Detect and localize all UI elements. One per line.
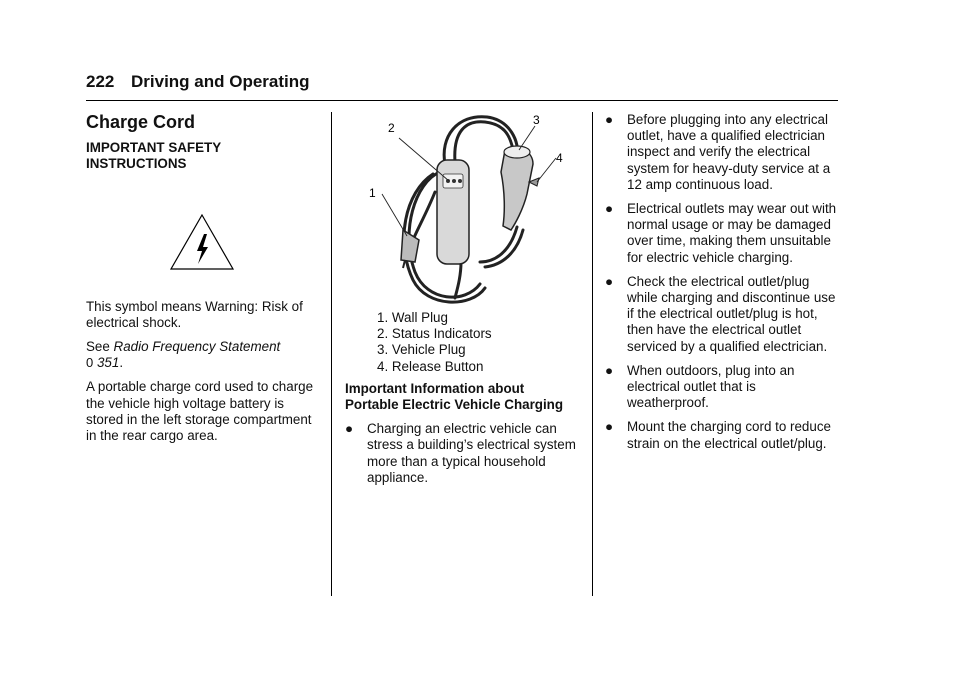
radio-frequency-link[interactable]: Radio Frequency Statement bbox=[113, 339, 281, 355]
bullet-icon: ● bbox=[605, 362, 614, 378]
bullet-icon: ● bbox=[605, 273, 614, 289]
column-divider-left bbox=[331, 112, 332, 596]
callout-1: 1 bbox=[369, 186, 376, 200]
bullet-item: ● Mount the charging cord to reduce strain on the electrical outlet/plug. bbox=[605, 419, 831, 451]
figure-legend bbox=[345, 310, 581, 375]
column-two bbox=[345, 112, 581, 494]
charge-cord-illustration bbox=[345, 112, 581, 308]
info-heading: Important Information about Portable Electric Vehicle Charging bbox=[345, 380, 564, 413]
column-one bbox=[86, 112, 318, 452]
bullet-item: ● Electrical outlets may wear out with normal usage or may be damaged over time, making them unsuitable for electric vehicle charging. bbox=[605, 201, 837, 265]
bullet-icon: ● bbox=[605, 419, 614, 435]
page-number: 222 bbox=[86, 72, 115, 91]
column-divider-right bbox=[592, 112, 593, 596]
callout-4: 4 bbox=[556, 151, 563, 165]
electrical-warning-icon bbox=[86, 214, 318, 284]
chapter-title: Driving and Operating bbox=[131, 72, 310, 91]
safety-subheading: IMPORTANT SAFETY INSTRUCTIONS bbox=[86, 140, 222, 172]
legend-item: 3. Vehicle Plug bbox=[377, 342, 466, 358]
callout-3: 3 bbox=[533, 113, 540, 127]
page-ref-symbol: 0 bbox=[86, 355, 94, 371]
bullet-item: ● Charging an electric vehicle can stress a building’s electrical system more than a typical household appliance. bbox=[345, 421, 576, 485]
see-reference: See Radio Frequency Statement 0 351. bbox=[86, 339, 281, 371]
callout-2: 2 bbox=[388, 121, 395, 135]
legend-item: 1. Wall Plug bbox=[377, 310, 448, 325]
page-header bbox=[86, 72, 838, 101]
section-title: Charge Cord bbox=[86, 112, 196, 132]
page-ref-number[interactable]: 351 bbox=[96, 355, 120, 371]
bullet-icon: ● bbox=[345, 421, 354, 437]
column-three bbox=[605, 112, 841, 460]
storage-text: A portable charge cord used to charge the vehicle high voltage battery is stored in the left storage compartment in the rear cargo area. bbox=[86, 379, 314, 444]
charge-cord-figure bbox=[345, 112, 581, 308]
bullet-item: ● When outdoors, plug into an electrical outlet that is weatherproof. bbox=[605, 362, 795, 411]
legend-item: 4. Release Button bbox=[377, 358, 484, 374]
bullet-icon: ● bbox=[605, 112, 614, 127]
bullet-item: ● Before plugging into any electrical outlet, have a qualified electrician inspect and verify the electrical system for heavy-duty service at a 12 amp continuous load. bbox=[605, 112, 831, 192]
symbol-meaning-text: This symbol means Warning: Risk of electrical shock. bbox=[86, 298, 303, 330]
bullet-item: ● Check the electrical outlet/plug while charging and discontinue use if the electrical outlet/plug is hot, then have the electrical outlet serviced by a qualified electrician. bbox=[605, 273, 836, 354]
legend-item: 2. Status Indicators bbox=[377, 326, 492, 342]
bullet-icon: ● bbox=[605, 201, 614, 217]
